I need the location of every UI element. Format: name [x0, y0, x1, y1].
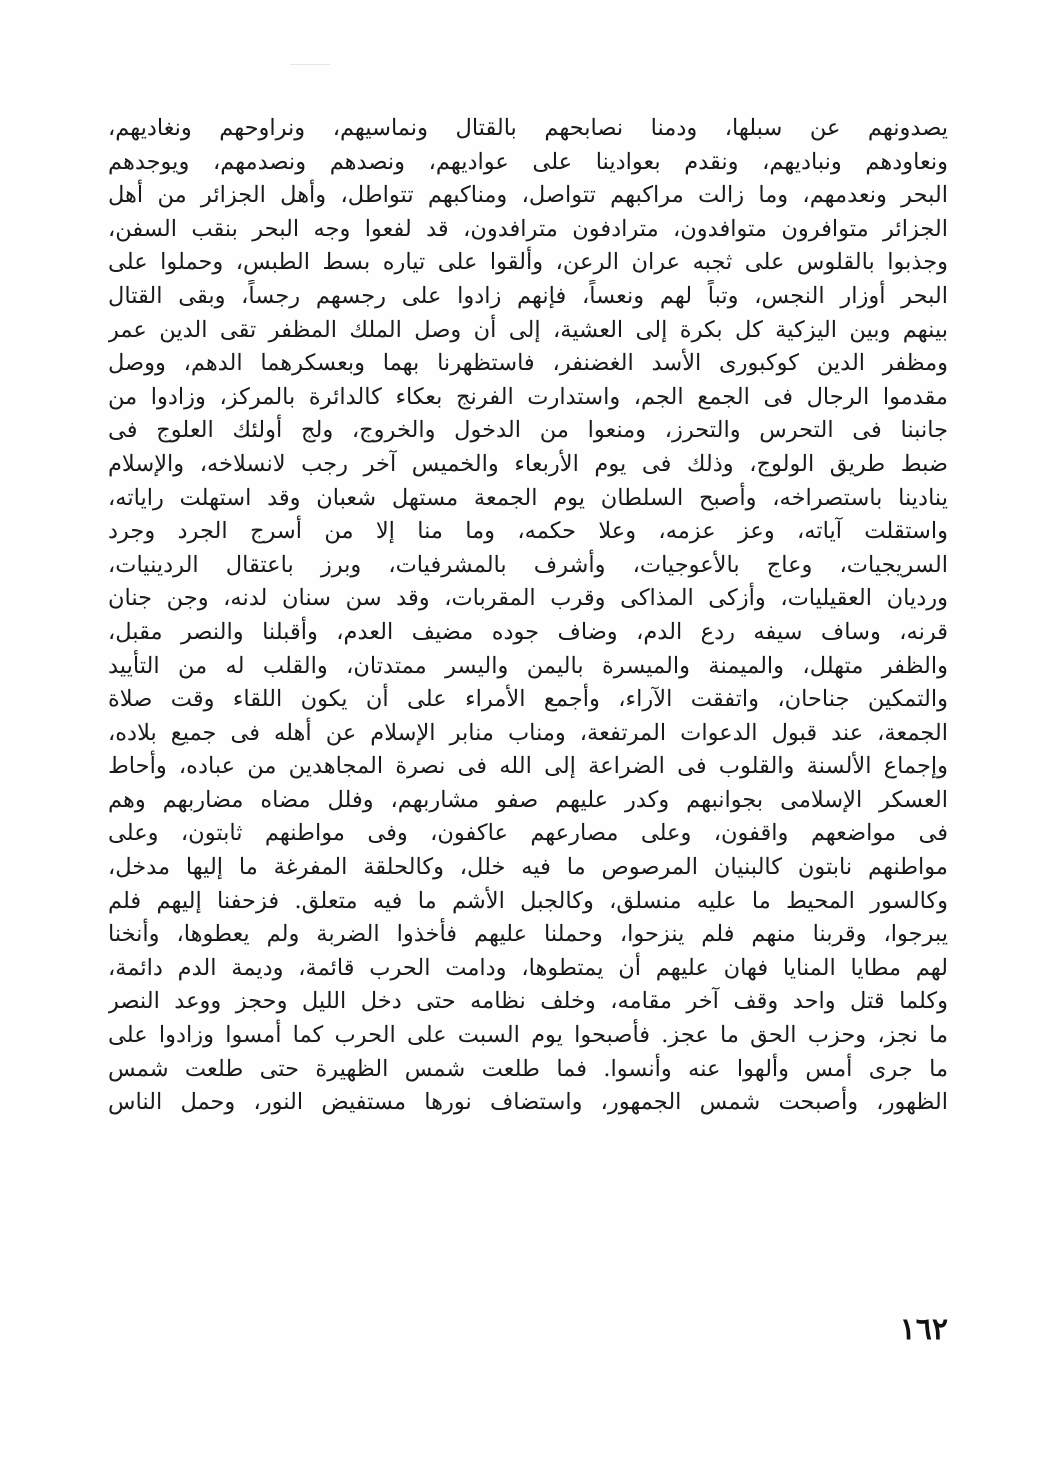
- text-line: لهم مطايا المنايا فهان عليهم أن يمتطوها، ودامت الحرب قائمة، وديمة الدم دائمة،: [108, 954, 948, 981]
- text-line: الجمعة، عند قبول الدعوات المرتفعة، ومناب منابر الإسلام عن أهله فى جميع بلاده،: [108, 719, 948, 746]
- text-line: العسكر الإسلامى بجوانبهم وكدر عليهم صفو مشاربهم، وفلل مضاه مضاربهم وهم: [108, 786, 948, 813]
- text-line: بينهم وبين اليزكية كل بكرة إلى العشية، إلى أن وصل الملك المظفر تقى الدين عمر: [108, 316, 948, 343]
- text-line: الظهور، وأصبحت شمس الجمهور، واستضاف نورها مستفيض النور، وحمل الناس: [108, 1089, 948, 1116]
- text-line: يبرجوا، وقربنا منهم فلم ينزحوا، وحملنا عليهم فأخذوا الضربة ولم يعطوها، وأنخنا: [108, 921, 948, 948]
- scan-mark: [290, 64, 330, 65]
- text-line: ومظفر الدين كوكبورى الأسد الغضنفر، فاستظهرنا بهما وبعسكرهما الدهم، ووصل: [108, 350, 948, 377]
- text-line: وإجماع الألسنة والقلوب فى الضراعة إلى الله فى نصرة المجاهدين من عباده، وأحاط: [108, 753, 948, 780]
- text-line: البحر ونعدمهم، وما زالت مراكبهم تتواصل، ومناكبهم تتواطل، وأهل الجزائر من أهل: [108, 182, 948, 209]
- text-line: والتمكين جناحان، واتفقت الآراء، وأجمع الأمراء على أن يكون اللقاء وقت صلاة: [108, 686, 948, 713]
- text-line: جانبنا فى التحرس والتحرز، ومنعوا من الدخول والخروج، ولج أولئك العلوج فى: [108, 417, 948, 444]
- text-line: ما جرى أمس وألهوا عنه وأنسوا. فما طلعت شمس الظهيرة حتى طلعت شمس: [108, 1055, 948, 1082]
- text-line: قرنه، وساف سيفه ردع الدم، وضاف جوده مضيف العدم، وأقبلنا والنصر مقبل،: [108, 618, 948, 645]
- text-line: مواطنهم نابتون كالبنيان المرصوص ما فيه خلل، وكالحلقة المفرغة ما إليها مدخل،: [108, 854, 948, 881]
- text-line: وكلما قتل واحد وقف آخر مقامه، وخلف نظامه حتى دخل الليل وحجز ووعد النصر: [108, 988, 948, 1015]
- text-line: ونعاودهم ونباديهم، ونقدم بعوادينا على عواديهم، ونصدهم ونصدمهم، ويوجدهم: [108, 148, 948, 175]
- text-line: يصدونهم عن سبلها، ودمنا نصابحهم بالقتال ونماسيهم، ونراوحهم ونغاديهم،: [108, 115, 948, 141]
- text-line: ضبط طريق الولوج، وذلك فى يوم الأربعاء والخميس آخر رجب لانسلاخه، والإسلام: [108, 450, 948, 477]
- text-line: ينادينا باستصراخه، وأصبح السلطان يوم الجمعة مستهل شعبان وقد استهلت راياته،: [108, 484, 948, 511]
- page-number: ١٦٢: [899, 1312, 948, 1347]
- text-line: ما نجز، وحزب الحق ما عجز. فأصبحوا يوم السبت على الحرب كما أمسوا وزادوا على: [108, 1022, 948, 1049]
- text-line: مقدموا الرجال فى الجمع الجم، واستدارت الفرنج بعكاء كالدائرة بالمركز، وزادوا من: [108, 383, 948, 410]
- text-line: واستقلت آياته، وعز عزمه، وعلا حكمه، وما منا إلا من أسرج الجرد وجرد: [108, 518, 948, 545]
- text-line: وجذبوا بالقلوس على ثجبه عران الرعن، وألقوا على تياره بسط الطبس، وحملوا على: [108, 249, 948, 276]
- text-line: فى مواضعهم واقفون، وعلى مصارعهم عاكفون، وفى مواطنهم ثابتون، وعلى: [108, 820, 948, 847]
- body-text: [108, 112, 948, 1120]
- text-line: البحر أوزار النجس، وتباً لهم ونعساً، فإنهم زادوا على رجسهم رجساً، وبقى القتال: [108, 282, 948, 309]
- text-line: وكالسور المحيط ما عليه منسلق، وكالجبل الأشم ما فيه متعلق. فزحفنا إليهم فلم: [108, 887, 948, 914]
- text-line: الجزائر متوافرون متوافدون، مترادفون مترافدون، قد لفعوا وجه البحر بنقب السفن،: [108, 215, 948, 242]
- text-line: ورديان العقيليات، وأزكى المذاكى وقرب المقربات، وقد سن سنان لدنه، وجن جنان: [108, 585, 948, 612]
- text-line: والظفر متهلل، والميمنة والميسرة باليمن واليسر ممتدتان، والقلب له من التأييد: [108, 652, 948, 679]
- text-line: السريجيات، وعاج بالأعوجيات، وأشرف بالمشرفيات، وبرز باعتقال الردينيات،: [108, 551, 948, 578]
